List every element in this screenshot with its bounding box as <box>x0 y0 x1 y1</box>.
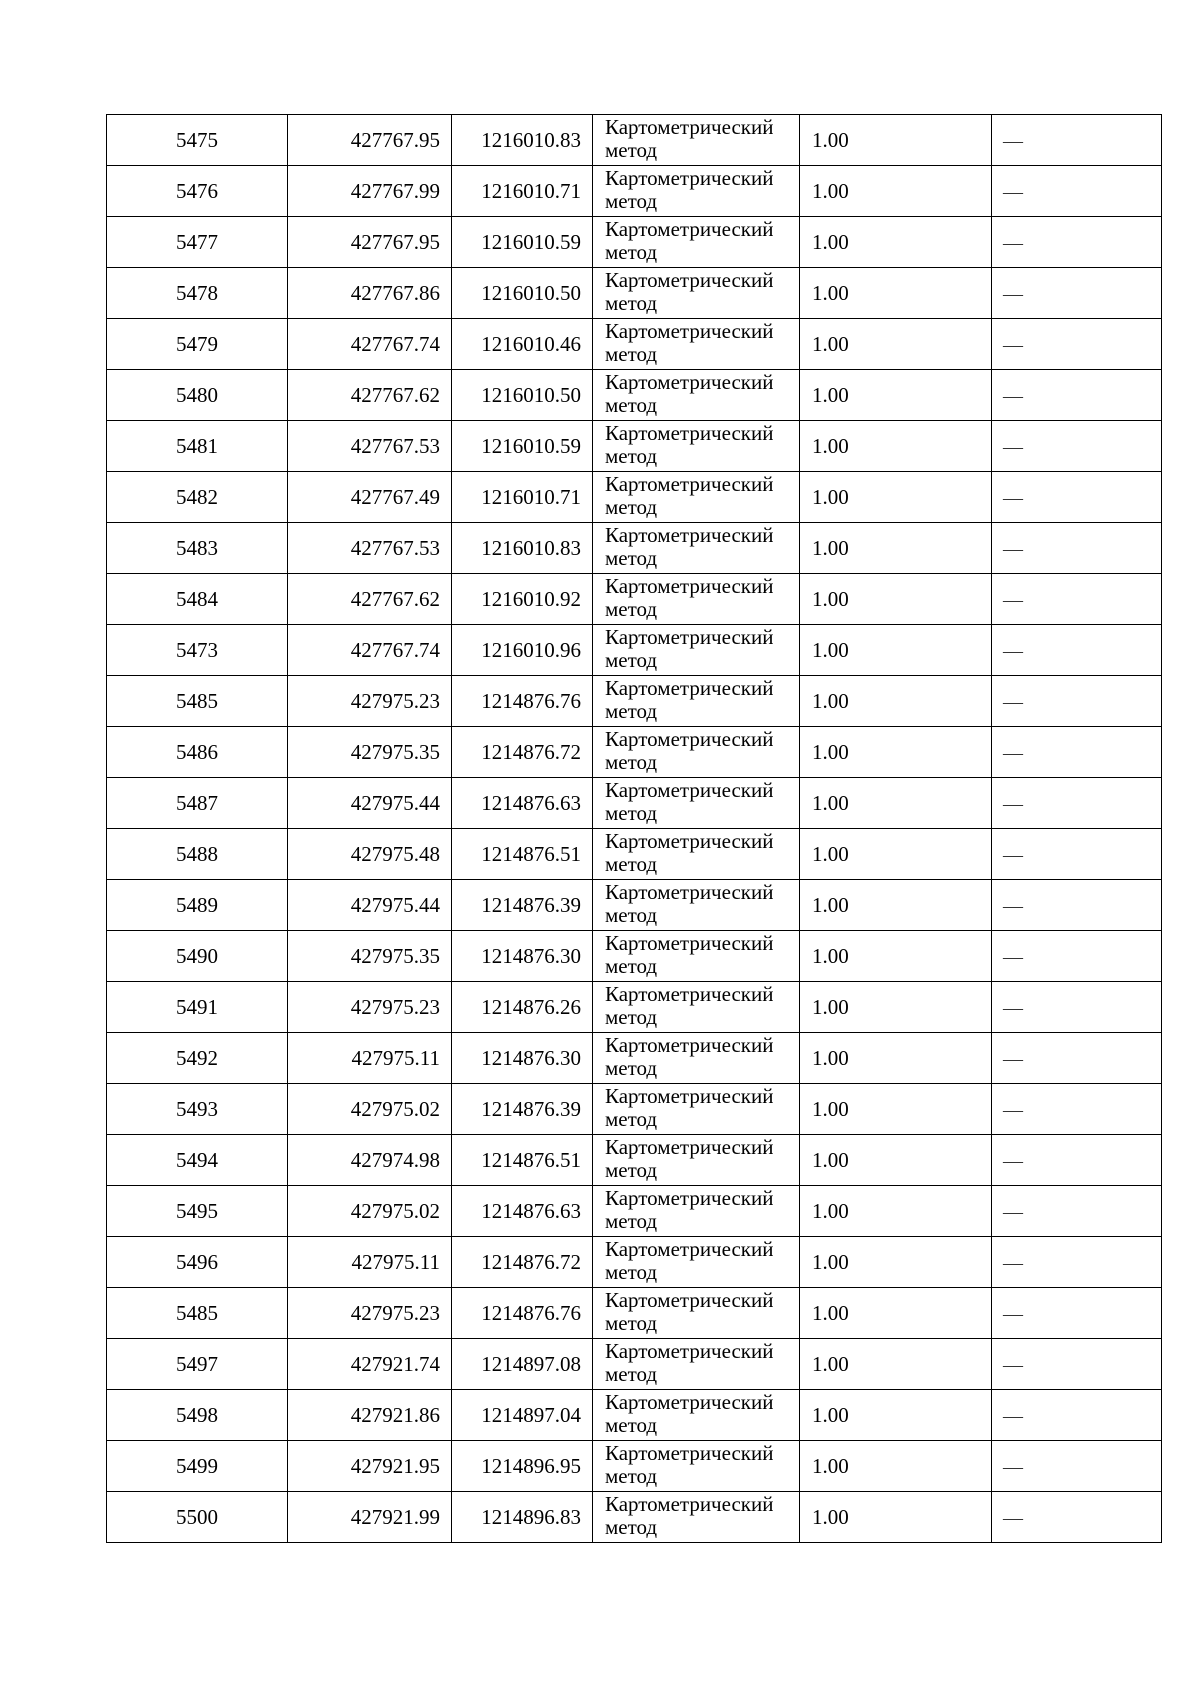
y-coordinate-cell: 1216010.92 <box>452 574 593 625</box>
method-cell <box>593 931 800 982</box>
table-row <box>107 421 1162 472</box>
accuracy-cell: 1.00 <box>800 1084 992 1135</box>
accuracy-cell: 1.00 <box>800 115 992 166</box>
description-cell <box>992 727 1162 778</box>
method-text-line2: метод <box>605 1515 658 1539</box>
description-cell <box>992 115 1162 166</box>
dash-mark: — <box>1003 231 1023 254</box>
y-coordinate-cell: 1216010.83 <box>452 115 593 166</box>
method-cell <box>593 1492 800 1543</box>
method-text-line1: Картометрический <box>605 625 774 649</box>
dash-mark: — <box>1003 1098 1023 1121</box>
table-row <box>107 829 1162 880</box>
method-cell <box>593 268 800 319</box>
method-cell <box>593 1033 800 1084</box>
x-coordinate-cell: 427767.49 <box>288 472 452 523</box>
method-text-line2: метод <box>605 1464 658 1488</box>
method-text-line2: метод <box>605 1311 658 1335</box>
dash-mark: — <box>1003 333 1023 356</box>
method-text-line1: Картометрический <box>605 217 774 241</box>
method-text-line2: метод <box>605 1260 658 1284</box>
y-coordinate-cell: 1214876.26 <box>452 982 593 1033</box>
point-number-cell: 5485 <box>107 676 288 727</box>
y-coordinate-cell: 1216010.83 <box>452 523 593 574</box>
y-coordinate-cell: 1214897.08 <box>452 1339 593 1390</box>
accuracy-cell: 1.00 <box>800 217 992 268</box>
accuracy-cell: 1.00 <box>800 880 992 931</box>
dash-mark: — <box>1003 486 1023 509</box>
description-cell <box>992 268 1162 319</box>
description-cell <box>992 1135 1162 1186</box>
x-coordinate-cell: 427767.53 <box>288 421 452 472</box>
x-coordinate-cell: 427975.35 <box>288 727 452 778</box>
method-text-line2: метод <box>605 852 658 876</box>
dash-mark: — <box>1003 792 1023 815</box>
table-row <box>107 1492 1162 1543</box>
point-number-cell: 5488 <box>107 829 288 880</box>
table-row <box>107 268 1162 319</box>
dash-mark: — <box>1003 1251 1023 1274</box>
point-number-cell: 5482 <box>107 472 288 523</box>
method-text-line1: Картометрический <box>605 1084 774 1108</box>
point-number-cell: 5491 <box>107 982 288 1033</box>
point-number-cell: 5489 <box>107 880 288 931</box>
method-text-line1: Картометрический <box>605 472 774 496</box>
accuracy-cell: 1.00 <box>800 421 992 472</box>
x-coordinate-cell: 427975.48 <box>288 829 452 880</box>
point-number-cell: 5490 <box>107 931 288 982</box>
dash-mark: — <box>1003 1506 1023 1529</box>
method-text-line1: Картометрический <box>605 931 774 955</box>
dash-mark: — <box>1003 1047 1023 1070</box>
dash-mark: — <box>1003 180 1023 203</box>
accuracy-cell: 1.00 <box>800 268 992 319</box>
x-coordinate-cell: 427921.99 <box>288 1492 452 1543</box>
description-cell <box>992 421 1162 472</box>
x-coordinate-cell: 427975.23 <box>288 982 452 1033</box>
description-cell <box>992 370 1162 421</box>
method-cell <box>593 778 800 829</box>
x-coordinate-cell: 427975.02 <box>288 1084 452 1135</box>
point-number-cell: 5495 <box>107 1186 288 1237</box>
accuracy-cell: 1.00 <box>800 370 992 421</box>
method-text-line1: Картометрический <box>605 1339 774 1363</box>
method-text-line1: Картометрический <box>605 1288 774 1312</box>
method-text-line2: метод <box>605 138 658 162</box>
x-coordinate-cell: 427974.98 <box>288 1135 452 1186</box>
method-cell <box>593 523 800 574</box>
dash-mark: — <box>1003 894 1023 917</box>
dash-mark: — <box>1003 537 1023 560</box>
y-coordinate-cell: 1214876.76 <box>452 1288 593 1339</box>
description-cell <box>992 1339 1162 1390</box>
accuracy-cell: 1.00 <box>800 931 992 982</box>
method-cell <box>593 1135 800 1186</box>
dash-mark: — <box>1003 945 1023 968</box>
x-coordinate-cell: 427975.35 <box>288 931 452 982</box>
description-cell <box>992 1237 1162 1288</box>
x-coordinate-cell: 427767.74 <box>288 319 452 370</box>
method-cell <box>593 166 800 217</box>
dash-mark: — <box>1003 1302 1023 1325</box>
y-coordinate-cell: 1214876.76 <box>452 676 593 727</box>
point-number-cell: 5498 <box>107 1390 288 1441</box>
method-text-line1: Картометрический <box>605 1186 774 1210</box>
method-cell <box>593 982 800 1033</box>
accuracy-cell: 1.00 <box>800 1492 992 1543</box>
method-text-line1: Картометрический <box>605 727 774 751</box>
point-number-cell: 5477 <box>107 217 288 268</box>
accuracy-cell: 1.00 <box>800 523 992 574</box>
description-cell <box>992 1390 1162 1441</box>
point-number-cell: 5475 <box>107 115 288 166</box>
x-coordinate-cell: 427767.62 <box>288 370 452 421</box>
accuracy-cell: 1.00 <box>800 1033 992 1084</box>
dash-mark: — <box>1003 996 1023 1019</box>
method-text-line1: Картометрический <box>605 319 774 343</box>
point-number-cell: 5485 <box>107 1288 288 1339</box>
table-row <box>107 982 1162 1033</box>
method-cell <box>593 727 800 778</box>
description-cell <box>992 1186 1162 1237</box>
table-row <box>107 1390 1162 1441</box>
method-text-line1: Картометрический <box>605 421 774 445</box>
dash-mark: — <box>1003 690 1023 713</box>
x-coordinate-cell: 427975.44 <box>288 880 452 931</box>
method-text-line1: Картометрический <box>605 166 774 190</box>
y-coordinate-cell: 1214876.51 <box>452 829 593 880</box>
method-text-line1: Картометрический <box>605 574 774 598</box>
method-cell <box>593 1390 800 1441</box>
method-text-line2: метод <box>605 444 658 468</box>
x-coordinate-cell: 427767.95 <box>288 115 452 166</box>
accuracy-cell: 1.00 <box>800 1135 992 1186</box>
method-text-line2: метод <box>605 189 658 213</box>
x-coordinate-cell: 427767.62 <box>288 574 452 625</box>
description-cell <box>992 472 1162 523</box>
y-coordinate-cell: 1216010.59 <box>452 217 593 268</box>
y-coordinate-cell: 1214876.72 <box>452 727 593 778</box>
method-cell <box>593 472 800 523</box>
x-coordinate-cell: 427767.53 <box>288 523 452 574</box>
description-cell <box>992 166 1162 217</box>
table-row <box>107 472 1162 523</box>
table-row <box>107 625 1162 676</box>
accuracy-cell: 1.00 <box>800 982 992 1033</box>
point-number-cell: 5494 <box>107 1135 288 1186</box>
accuracy-cell: 1.00 <box>800 727 992 778</box>
x-coordinate-cell: 427975.11 <box>288 1033 452 1084</box>
table-row <box>107 574 1162 625</box>
table-row <box>107 1339 1162 1390</box>
table-row <box>107 115 1162 166</box>
y-coordinate-cell: 1216010.96 <box>452 625 593 676</box>
y-coordinate-cell: 1216010.59 <box>452 421 593 472</box>
point-number-cell: 5499 <box>107 1441 288 1492</box>
y-coordinate-cell: 1216010.71 <box>452 472 593 523</box>
y-coordinate-cell: 1214896.83 <box>452 1492 593 1543</box>
method-text-line2: метод <box>605 750 658 774</box>
dash-mark: — <box>1003 282 1023 305</box>
method-text-line2: метод <box>605 1158 658 1182</box>
dash-mark: — <box>1003 435 1023 458</box>
description-cell <box>992 676 1162 727</box>
method-cell <box>593 574 800 625</box>
method-text-line1: Картометрический <box>605 115 774 139</box>
method-cell <box>593 829 800 880</box>
method-text-line2: метод <box>605 495 658 519</box>
y-coordinate-cell: 1214876.63 <box>452 1186 593 1237</box>
method-text-line1: Картометрический <box>605 880 774 904</box>
point-number-cell: 5500 <box>107 1492 288 1543</box>
method-cell <box>593 370 800 421</box>
point-number-cell: 5486 <box>107 727 288 778</box>
accuracy-cell: 1.00 <box>800 166 992 217</box>
dash-mark: — <box>1003 588 1023 611</box>
method-cell <box>593 1339 800 1390</box>
method-cell <box>593 1186 800 1237</box>
description-cell <box>992 880 1162 931</box>
dash-mark: — <box>1003 1353 1023 1376</box>
y-coordinate-cell: 1214876.30 <box>452 931 593 982</box>
y-coordinate-cell: 1216010.50 <box>452 268 593 319</box>
method-text-line2: метод <box>605 648 658 672</box>
method-cell <box>593 421 800 472</box>
method-text-line2: метод <box>605 240 658 264</box>
description-cell <box>992 1288 1162 1339</box>
method-text-line1: Картометрический <box>605 1135 774 1159</box>
dash-mark: — <box>1003 384 1023 407</box>
method-cell <box>593 319 800 370</box>
dash-mark: — <box>1003 639 1023 662</box>
table-row <box>107 727 1162 778</box>
description-cell <box>992 523 1162 574</box>
point-number-cell: 5481 <box>107 421 288 472</box>
method-text-line2: метод <box>605 393 658 417</box>
y-coordinate-cell: 1214876.39 <box>452 1084 593 1135</box>
table-row <box>107 523 1162 574</box>
x-coordinate-cell: 427921.74 <box>288 1339 452 1390</box>
accuracy-cell: 1.00 <box>800 1441 992 1492</box>
method-text-line2: метод <box>605 291 658 315</box>
method-text-line2: метод <box>605 801 658 825</box>
description-cell <box>992 829 1162 880</box>
x-coordinate-cell: 427767.99 <box>288 166 452 217</box>
y-coordinate-cell: 1214876.72 <box>452 1237 593 1288</box>
description-cell <box>992 217 1162 268</box>
description-cell <box>992 1084 1162 1135</box>
method-text-line1: Картометрический <box>605 1390 774 1414</box>
x-coordinate-cell: 427767.86 <box>288 268 452 319</box>
dash-mark: — <box>1003 1455 1023 1478</box>
dash-mark: — <box>1003 1149 1023 1172</box>
description-cell <box>992 1492 1162 1543</box>
method-cell <box>593 880 800 931</box>
point-number-cell: 5496 <box>107 1237 288 1288</box>
point-number-cell: 5483 <box>107 523 288 574</box>
table-row <box>107 1135 1162 1186</box>
method-text-line2: метод <box>605 597 658 621</box>
description-cell <box>992 319 1162 370</box>
description-cell <box>992 574 1162 625</box>
method-text-line2: метод <box>605 1005 658 1029</box>
accuracy-cell: 1.00 <box>800 625 992 676</box>
y-coordinate-cell: 1216010.46 <box>452 319 593 370</box>
point-number-cell: 5473 <box>107 625 288 676</box>
method-cell <box>593 676 800 727</box>
accuracy-cell: 1.00 <box>800 1237 992 1288</box>
table-row <box>107 217 1162 268</box>
method-text-line1: Картометрический <box>605 1492 774 1516</box>
table-row <box>107 880 1162 931</box>
x-coordinate-cell: 427921.95 <box>288 1441 452 1492</box>
method-text-line1: Картометрический <box>605 778 774 802</box>
x-coordinate-cell: 427921.86 <box>288 1390 452 1441</box>
table-row <box>107 931 1162 982</box>
method-text-line2: метод <box>605 903 658 927</box>
method-text-line2: метод <box>605 1413 658 1437</box>
accuracy-cell: 1.00 <box>800 1390 992 1441</box>
y-coordinate-cell: 1214876.30 <box>452 1033 593 1084</box>
accuracy-cell: 1.00 <box>800 574 992 625</box>
point-number-cell: 5480 <box>107 370 288 421</box>
method-cell <box>593 625 800 676</box>
point-number-cell: 5478 <box>107 268 288 319</box>
accuracy-cell: 1.00 <box>800 472 992 523</box>
point-number-cell: 5497 <box>107 1339 288 1390</box>
method-text-line1: Картометрический <box>605 268 774 292</box>
description-cell <box>992 931 1162 982</box>
table-row <box>107 778 1162 829</box>
y-coordinate-cell: 1216010.71 <box>452 166 593 217</box>
table-row <box>107 1033 1162 1084</box>
x-coordinate-cell: 427975.44 <box>288 778 452 829</box>
point-number-cell: 5493 <box>107 1084 288 1135</box>
table-row <box>107 676 1162 727</box>
table-row <box>107 1288 1162 1339</box>
y-coordinate-cell: 1214876.39 <box>452 880 593 931</box>
method-text-line1: Картометрический <box>605 1237 774 1261</box>
table-row <box>107 370 1162 421</box>
x-coordinate-cell: 427975.11 <box>288 1237 452 1288</box>
y-coordinate-cell: 1214876.51 <box>452 1135 593 1186</box>
method-text-line1: Картометрический <box>605 1441 774 1465</box>
table-row <box>107 319 1162 370</box>
point-number-cell: 5479 <box>107 319 288 370</box>
dash-mark: — <box>1003 1404 1023 1427</box>
method-text-line2: метод <box>605 1056 658 1080</box>
point-number-cell: 5492 <box>107 1033 288 1084</box>
x-coordinate-cell: 427767.74 <box>288 625 452 676</box>
y-coordinate-cell: 1214897.04 <box>452 1390 593 1441</box>
method-text-line1: Картометрический <box>605 676 774 700</box>
description-cell <box>992 1033 1162 1084</box>
y-coordinate-cell: 1214896.95 <box>452 1441 593 1492</box>
accuracy-cell: 1.00 <box>800 1186 992 1237</box>
method-text-line1: Картометрический <box>605 982 774 1006</box>
method-cell <box>593 115 800 166</box>
method-text-line2: метод <box>605 1107 658 1131</box>
table-row <box>107 1186 1162 1237</box>
y-coordinate-cell: 1216010.50 <box>452 370 593 421</box>
method-text-line1: Картометрический <box>605 1033 774 1057</box>
point-number-cell: 5487 <box>107 778 288 829</box>
x-coordinate-cell: 427975.23 <box>288 676 452 727</box>
method-cell <box>593 1288 800 1339</box>
accuracy-cell: 1.00 <box>800 1288 992 1339</box>
method-cell <box>593 1441 800 1492</box>
method-cell <box>593 217 800 268</box>
method-text-line2: метод <box>605 1362 658 1386</box>
accuracy-cell: 1.00 <box>800 778 992 829</box>
table-row <box>107 1084 1162 1135</box>
method-text-line2: метод <box>605 546 658 570</box>
coordinates-table-body <box>107 115 1162 1543</box>
method-text-line1: Картометрический <box>605 370 774 394</box>
x-coordinate-cell: 427975.02 <box>288 1186 452 1237</box>
y-coordinate-cell: 1214876.63 <box>452 778 593 829</box>
table-row <box>107 1441 1162 1492</box>
accuracy-cell: 1.00 <box>800 1339 992 1390</box>
dash-mark: — <box>1003 843 1023 866</box>
accuracy-cell: 1.00 <box>800 319 992 370</box>
method-cell <box>593 1237 800 1288</box>
x-coordinate-cell: 427975.23 <box>288 1288 452 1339</box>
table-row <box>107 1237 1162 1288</box>
method-text-line2: метод <box>605 342 658 366</box>
method-cell <box>593 1084 800 1135</box>
point-number-cell: 5476 <box>107 166 288 217</box>
method-text-line2: метод <box>605 954 658 978</box>
method-text-line2: метод <box>605 699 658 723</box>
description-cell <box>992 625 1162 676</box>
point-number-cell: 5484 <box>107 574 288 625</box>
method-text-line2: метод <box>605 1209 658 1233</box>
dash-mark: — <box>1003 129 1023 152</box>
description-cell <box>992 778 1162 829</box>
accuracy-cell: 1.00 <box>800 676 992 727</box>
accuracy-cell: 1.00 <box>800 829 992 880</box>
description-cell <box>992 1441 1162 1492</box>
x-coordinate-cell: 427767.95 <box>288 217 452 268</box>
dash-mark: — <box>1003 1200 1023 1223</box>
method-text-line1: Картометрический <box>605 829 774 853</box>
dash-mark: — <box>1003 741 1023 764</box>
method-text-line1: Картометрический <box>605 523 774 547</box>
description-cell <box>992 982 1162 1033</box>
coordinates-table <box>106 114 1162 1543</box>
table-row <box>107 166 1162 217</box>
